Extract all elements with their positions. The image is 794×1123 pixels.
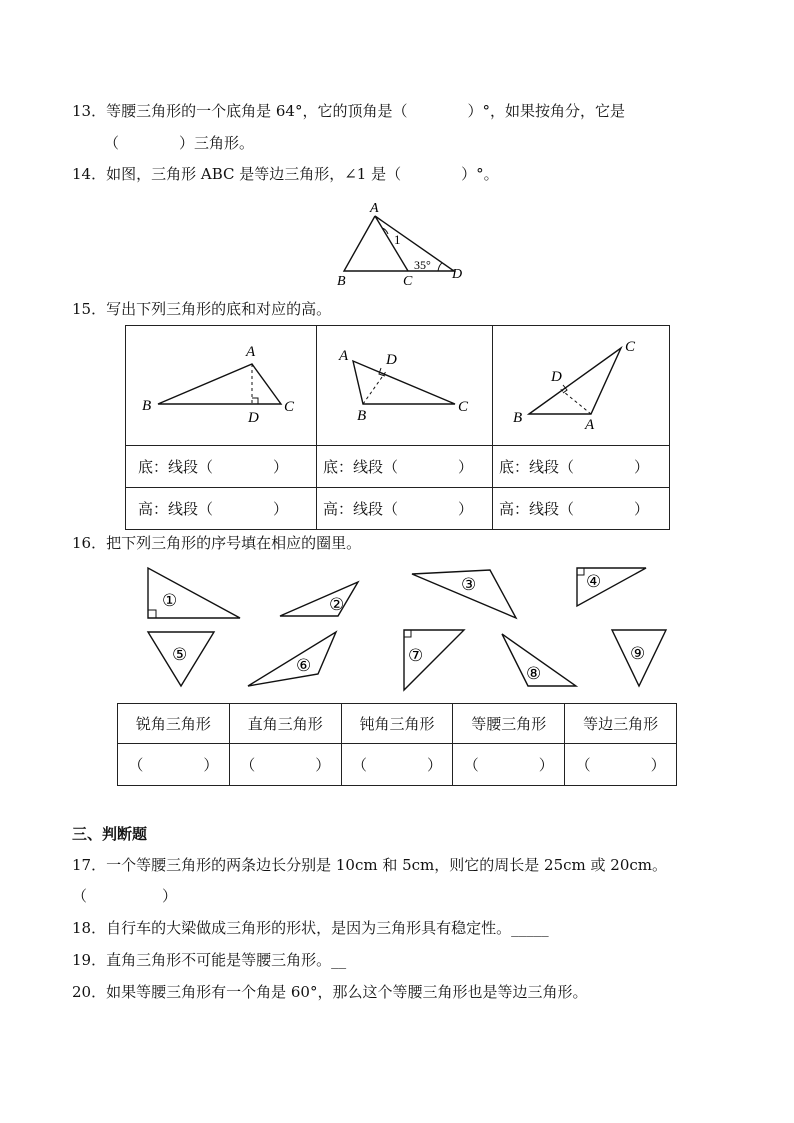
answer-isosceles: （ ） (453, 744, 565, 786)
fig15-3-label-d: D (551, 369, 562, 385)
fig15-cell-1 (126, 326, 317, 446)
fig15-1-label-a: A (246, 344, 256, 360)
fig15-2-label-b: B (357, 408, 367, 424)
header-isosceles: 等腰三角形 (453, 704, 565, 744)
base-cell-2: 底：线段（ ） (317, 446, 493, 488)
base-height-table (125, 325, 670, 530)
fig15-triangle-2 (317, 326, 492, 441)
question-20-text: 20．如果等腰三角形有一个角是 60°，那么这个等腰三角形也是等边三角形。 (72, 983, 588, 1001)
question-14-text: 14．如图，三角形 ABC 是等边三角形，∠1 是（ ）°。 (72, 165, 499, 183)
fig15-1-label-b: B (142, 398, 152, 414)
tri-label-6: ⑥ (296, 656, 312, 675)
fig15-2-label-c: C (458, 399, 469, 415)
question-15-text: 15．写出下列三角形的底和对应的高。 (72, 300, 332, 318)
base-cell-3: 底：线段（ ） (493, 446, 670, 488)
fig15-triangle-1 (126, 326, 316, 441)
answer-right: （ ） (229, 744, 341, 786)
question-13-line1: 13．等腰三角形的一个底角是 64°，它的顶角是（ ）°，如果按角分，它是 (72, 102, 625, 120)
fig15-1-label-c: C (284, 399, 295, 415)
fig14-angle-35: 35° (414, 258, 431, 272)
fig15-3-label-a: A (585, 417, 595, 433)
answer-acute: （ ） (118, 744, 230, 786)
fig14-label-b: B (337, 274, 346, 288)
tri-label-1: ① (162, 591, 178, 610)
question-18-text: 18．自行车的大梁做成三角形的形状，是因为三角形具有稳定性。_____ (72, 919, 549, 937)
triangle-classification-table (117, 703, 677, 786)
fig14-angle-1: 1 (394, 232, 401, 247)
tri-label-8: ⑧ (526, 664, 542, 683)
height-cell-3: 高：线段（ ） (493, 488, 670, 530)
answer-equilateral: （ ） (565, 744, 677, 786)
tri-label-5: ⑤ (172, 645, 188, 664)
question-19-text: 19．直角三角形不可能是等腰三角形。__ (72, 951, 347, 969)
tri-label-3: ③ (461, 575, 477, 594)
question-16-text: 16．把下列三角形的序号填在相应的圈里。 (72, 534, 362, 552)
fig14-label-a: A (370, 201, 379, 216)
answer-obtuse: （ ） (341, 744, 453, 786)
tri-label-7: ⑦ (408, 646, 424, 665)
fig15-2-label-d: D (386, 352, 397, 368)
fig14-label-c: C (403, 274, 413, 288)
header-right: 直角三角形 (229, 704, 341, 744)
triangles-figure (140, 562, 680, 694)
question-17-line2: （ ） (72, 887, 178, 905)
question-17-line1: 17．一个等腰三角形的两条边长分别是 10cm 和 5cm，则它的周长是 25cm 或 20cm。 (72, 856, 668, 874)
fig15-cell-3 (493, 326, 670, 446)
header-acute: 锐角三角形 (118, 704, 230, 744)
header-equilateral: 等边三角形 (565, 704, 677, 744)
question-13-line2: （ ）三角形。 (104, 134, 255, 152)
fig15-3-label-c: C (625, 339, 636, 355)
triangle-abc-figure (330, 196, 470, 288)
fig15-1-label-d: D (248, 410, 259, 426)
header-obtuse: 钝角三角形 (341, 704, 453, 744)
height-cell-2: 高：线段（ ） (317, 488, 493, 530)
fig15-cell-2 (317, 326, 493, 446)
fig15-3-label-b: B (513, 410, 523, 426)
tri-label-4: ④ (586, 572, 602, 591)
fig15-2-label-a: A (339, 348, 349, 364)
section-title-judgement: 三、判断题 (72, 825, 148, 843)
tri-label-9: ⑨ (630, 644, 646, 663)
height-cell-1: 高：线段（ ） (126, 488, 317, 530)
tri-label-2: ② (329, 595, 345, 614)
fig15-triangle-3 (493, 326, 669, 441)
fig14-label-d: D (452, 267, 463, 282)
base-cell-1: 底：线段（ ） (126, 446, 317, 488)
